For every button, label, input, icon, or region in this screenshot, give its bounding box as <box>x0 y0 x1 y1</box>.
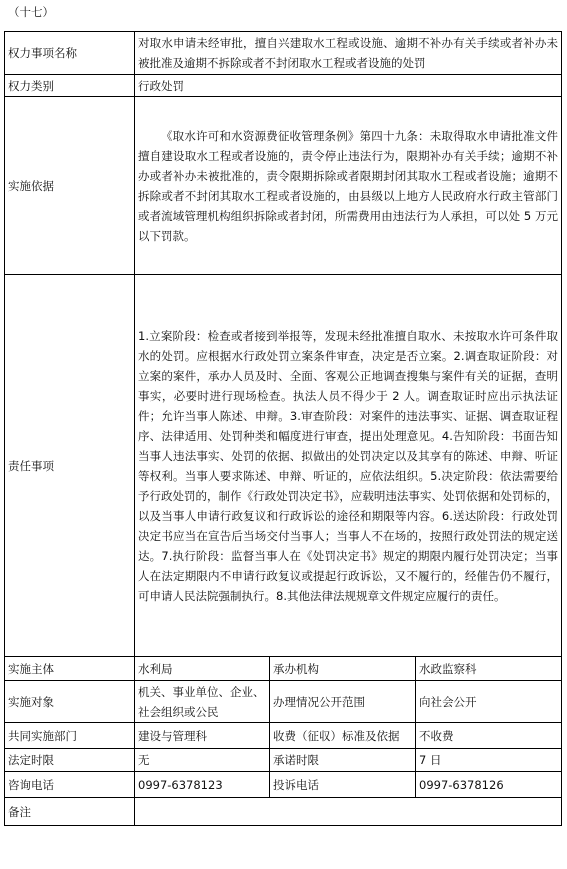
complaint-value: 0997-6378126 <box>416 772 562 798</box>
category-value: 行政处罚 <box>135 75 562 97</box>
joint-label: 共同实施部门 <box>5 723 135 749</box>
basis-label: 实施依据 <box>5 97 135 275</box>
power-item-table <box>4 31 562 826</box>
remark-label: 备注 <box>5 798 135 826</box>
duty-value: 1.立案阶段：检查或者接到举报等，发现未经批准擅自取水、未按取水许可条件取水的处罚。应根据水行政处罚立案条件审查，决定是否立案。2.调查取证阶段：对立案的案件，承办人员及时、全面、客观公正地调查搜集与案件有关的证据，查明事实，必要时进行现场检查。执法人员不得少于 2 人。调查取证时应出示执法证件；允许当事人陈述、申辩。3.审查阶段：对案件的违法事实、证据、调查取证程序、法律适用、处罚种类和幅度进行审查，提出处理意见。4.告知阶段：书面告知当事人违法事实、处罚的依据、拟做出的处罚决定以及其享有的陈述、申辩、听证等权利。当事人要求陈述、申辩、听证的，应依法组织。5.决定阶段：依法需要给予行政处罚的，制作《行政处罚决定书》，应载明违法事实、处罚依据和处罚标的，以及当事人申请行政复议和行政诉讼的途径和期限等内容。6.送达阶段：行政处罚决定书应当在宣告后当场交付当事人；当事人不在场的，按照行政处罚法的规定送达。7.执行阶段：监督当事人在《处罚决定书》规定的期限内履行处罚决定；当事人在法定期限内不申请行政复议或提起行政诉讼，又不履行的，经催告仍不履行，可申请人民法院强制执行。8.其他法律法规规章文件规定应履行的责任。 <box>135 275 562 657</box>
subject-label: 实施主体 <box>5 657 135 681</box>
public-value: 向社会公开 <box>416 681 562 723</box>
joint-value: 建设与管理科 <box>135 723 270 749</box>
table-row <box>5 75 562 97</box>
promise-value: 7 日 <box>416 749 562 772</box>
target-value: 机关、事业单位、企业、社会组织或公民 <box>135 681 270 723</box>
table-row <box>5 798 562 826</box>
table-row <box>5 749 562 772</box>
phone-label: 咨询电话 <box>5 772 135 798</box>
target-label: 实施对象 <box>5 681 135 723</box>
remark-value <box>135 798 562 826</box>
legal-label: 法定时限 <box>5 749 135 772</box>
table-row <box>5 723 562 749</box>
promise-label: 承诺时限 <box>270 749 416 772</box>
basis-value: 《取水许可和水资源费征收管理条例》第四十九条：未取得取水申请批准文件擅自建设取水工程或者设施的，责令停止违法行为，限期补办有关手续；逾期不补办或者补办未被批准的，责令限期拆除或者限期封闭其取水工程或者设施；逾期不拆除或者不封闭其取水工程或者设施的，由县级以上地方人民政府水行政主管部门或者流域管理机构组织拆除或者封闭，所需费用由违法行为人承担，可以处 5 万元以下罚款。 <box>135 97 562 275</box>
category-label: 权力类别 <box>5 75 135 97</box>
subject-value: 水利局 <box>135 657 270 681</box>
legal-value: 无 <box>135 749 270 772</box>
dept-label: 承办机构 <box>270 657 416 681</box>
table-row <box>5 275 562 657</box>
fee-label: 收费（征収）标准及依据 <box>270 723 416 749</box>
fee-value: 不收费 <box>416 723 562 749</box>
table-row <box>5 657 562 681</box>
table-row <box>5 681 562 723</box>
dept-value: 水政监察科 <box>416 657 562 681</box>
table-row <box>5 772 562 798</box>
name-value: 对取水申请未经审批，擅自兴建取水工程或设施、逾期不补办有关手续或者补办未被批准及逾期不拆除或者不封闭取水工程或者设施的处罚 <box>135 32 562 75</box>
complaint-label: 投诉电话 <box>270 772 416 798</box>
phone-value: 0997-6378123 <box>135 772 270 798</box>
table-row <box>5 97 562 275</box>
page-title: （十七） <box>8 5 54 19</box>
table-row <box>5 32 562 75</box>
public-label: 办理情况公开范围 <box>270 681 416 723</box>
duty-label: 责任事项 <box>5 275 135 657</box>
name-label: 权力事项名称 <box>5 32 135 75</box>
